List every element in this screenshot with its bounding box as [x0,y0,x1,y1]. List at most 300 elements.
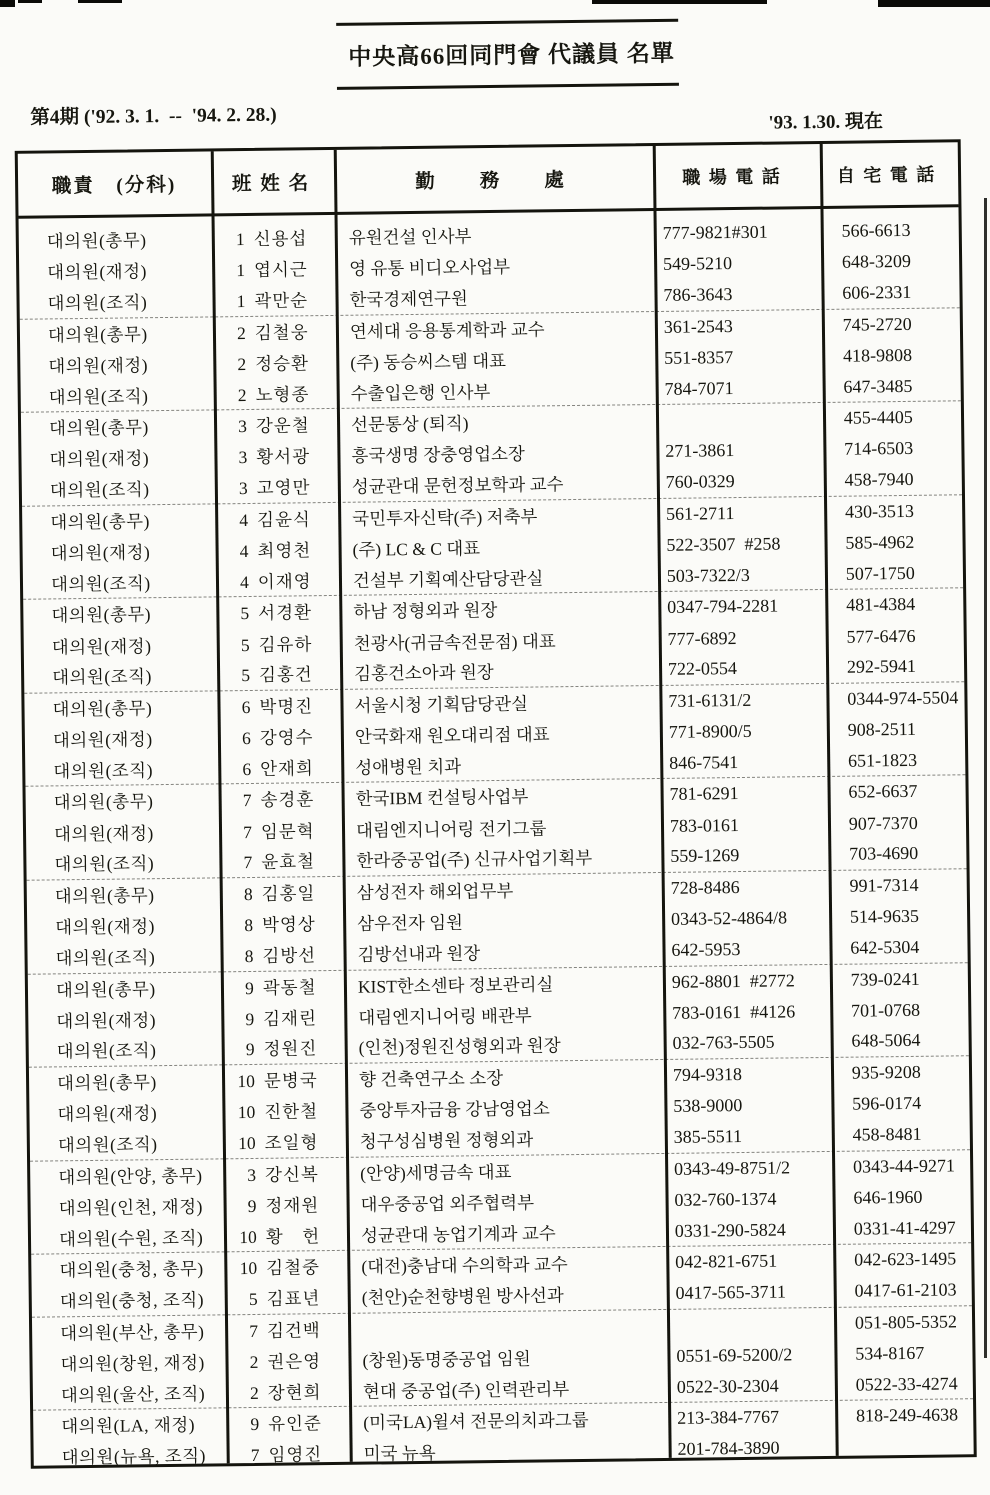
role-cell [25,725,217,752]
work-phone-cell: 783-0161 [669,814,740,836]
workplace-cell: 김방선내과 원장 [357,943,481,965]
class-number: 2 [236,322,246,343]
class-number: 9 [250,1414,260,1435]
term-label: 第4期 ('92. 3. 1. -- '94. 2. 28.) [30,104,277,129]
role-cell [28,1006,220,1033]
name-cell [211,225,333,251]
name-cell [215,599,337,625]
role-cell [25,756,217,783]
name-cell [221,1067,343,1093]
work-phone-cell: 271-3861 [665,440,735,462]
workplace-cell [346,1325,663,1329]
name-cell [217,755,339,781]
role-text: 대의원(총무) [56,1072,157,1094]
class-number: 1 [236,260,246,281]
role-cell [29,1069,221,1096]
class-number: 7 [249,1320,259,1341]
header-workplace: 勤 務 處 [415,170,566,193]
work-phone-cell: 538-9000 [673,1095,743,1117]
name-cell [215,568,337,594]
role-cell [26,819,218,846]
workplace-cell: 향 건축연구소 소장 [358,1068,504,1090]
class-number: 8 [244,915,254,936]
home-phone-cell: 042-623-1495 [854,1248,957,1270]
home-phone-cell: 430-3513 [844,500,915,522]
work-phone-cell: 0417-565-3711 [675,1281,787,1303]
name-cell [211,287,333,313]
class-number: 4 [239,571,249,592]
header-home-phone: 自 宅 電 話 [836,164,937,186]
member-name: 신용섭 [253,228,308,250]
workplace-cell: 안국화재 원오대리점 대표 [354,724,550,747]
home-phone-cell: 935-9208 [851,1061,921,1083]
workplace-cell: 한라중공업(주) 신규사업기획부 [356,848,593,872]
work-phone-cell: 0331-290-5824 [674,1219,786,1241]
role-cell [21,382,213,409]
class-number: 9 [245,1008,255,1029]
member-name: 서경환 [258,602,313,624]
role-text: 대의원(재정) [56,1009,157,1032]
work-phone-cell: 032-763-5505 [672,1032,775,1054]
home-phone-cell: 514-9635 [849,906,920,927]
role-cell [19,227,211,254]
home-phone-cell: 739-0241 [850,968,920,990]
role-text: 대의원(재정) [55,916,156,938]
work-phone-cell: 771-8900/5 [668,720,752,742]
class-number: 6 [241,728,251,749]
role-cell [23,569,215,596]
name-cell [218,818,340,844]
member-name: 김재린 [263,1007,318,1029]
role-cell [32,1286,224,1313]
role-text: 대의원(조직) [52,666,152,688]
class-number: 5 [240,634,250,655]
name-cell [221,1098,343,1124]
workplace-cell: 중앙투자금융 강남영업소 [359,1098,550,1122]
name-cell [219,880,341,906]
class-number: 8 [244,945,254,966]
work-phone-cell [652,419,818,421]
workplace-cell: (주) LC & C 대표 [352,538,481,560]
home-phone-cell: 292-5941 [846,656,917,677]
role-text: 대의원(재정) [53,822,154,845]
work-phone-cell: 846-7541 [669,751,739,773]
member-name: 김방선 [262,945,317,966]
name-cell [222,1161,344,1187]
member-name: 안재희 [260,757,314,779]
name-cell [213,443,335,469]
role-cell [28,975,220,1002]
member-name: 황 헌 [265,1225,321,1247]
name-cell [218,848,340,874]
role-cell [19,258,211,285]
name-cell [223,1222,345,1248]
workplace-cell: 수출입은행 인사부 [350,381,491,404]
work-phone-cell: 385-5511 [673,1126,743,1147]
role-text: 대의원(충청, 조직) [59,1289,205,1312]
name-cell [222,1129,344,1155]
workplace-cell: 천광사(귀금속전문점) 대표 [353,630,556,654]
work-phone-cell: 361-2543 [663,315,733,337]
role-text: 대의원(조직) [48,385,149,407]
home-phone-cell: 646-1960 [853,1186,923,1208]
workplace-cell: 건설부 기획예산담당관실 [352,568,544,591]
role-text: 대의원(수원, 조직) [58,1227,204,1249]
role-text: 대의원(조직) [47,292,148,314]
role-text: 대의원(LA, 재정) [61,1414,196,1437]
workplace-cell: 현대 중공업(주) 인력관리부 [362,1378,570,1402]
role-text: 대의원(총무) [53,791,154,813]
home-phone-cell: 652-6637 [848,781,918,803]
class-number: 5 [240,603,250,624]
role-cell [20,351,212,378]
name-cell [214,506,336,532]
name-cell [216,693,338,719]
work-phone-cell: 559-1269 [670,845,740,867]
work-phone-cell: 777-9821#301 [662,221,768,244]
role-cell [23,601,215,628]
work-phone-cell: 722-0554 [667,658,738,680]
work-phone-cell [663,1323,829,1325]
member-name: 고영만 [256,477,311,498]
role-cell [20,320,212,347]
member-name: 최영천 [257,540,312,561]
class-number: 10 [238,1132,256,1154]
work-phone-cell: 201-784-3890 [677,1437,780,1460]
role-cell [27,913,219,940]
work-phone-cell: 784-7071 [664,377,734,399]
class-number: 4 [239,509,249,530]
delegate-table [15,139,977,1468]
member-name: 강영수 [259,727,314,748]
class-number: 2 [237,384,247,405]
class-number: 3 [238,447,248,468]
role-cell [21,445,213,472]
role-text: 대의원(조직) [56,1040,157,1062]
name-cell [225,1378,347,1404]
name-cell [220,1035,342,1061]
workplace-cell: (미국LA)윌셔 전문의치과그룹 [363,1410,589,1433]
class-number: 10 [237,1102,256,1123]
class-number: 8 [243,884,253,905]
role-text: 대의원(뉴욕, 조직) [61,1445,207,1468]
home-phone-cell: 0344-974-5504 [847,687,959,709]
workplace-cell: (안양)세명금속 대표 [360,1161,512,1184]
role-text: 대의원(조직) [54,853,155,875]
member-name: 정승환 [255,353,310,374]
member-name: 유인준 [268,1413,322,1435]
workplace-cell: 흥국생명 장충영업소장 [351,444,526,467]
home-phone-cell: 481-4384 [846,594,916,616]
work-phone-cell: 728-8486 [670,877,740,898]
member-name: 윤효철 [261,851,316,873]
home-phone-cell: 534-8167 [855,1342,925,1364]
role-text: 대의원(재정) [57,1103,158,1125]
home-phone-cell: 0522-33-4274 [855,1372,958,1395]
home-phone-cell: 418-9808 [842,344,913,366]
member-name: 김홍건 [258,664,313,686]
home-phone-cell: 907-7370 [848,812,918,834]
work-phone-cell: 0347-794-2281 [667,595,779,618]
role-cell [32,1318,224,1345]
class-number: 3 [238,478,248,499]
workplace-cell: (창원)동명중공업 임원 [362,1348,531,1371]
role-cell [27,943,219,970]
home-phone-cell: 455-4405 [843,407,913,428]
class-number: 7 [250,1445,260,1466]
as-of-date-label: '93. 1.30. 現在 [768,111,884,134]
name-cell [212,319,334,345]
name-cell [220,1005,342,1031]
name-cell [222,1192,344,1218]
role-text: 대의원(울산, 조직) [60,1383,206,1405]
member-name: 박영상 [261,914,316,936]
home-phone-cell: 585-4962 [845,531,915,553]
home-phone-cell: 051-805-5352 [854,1311,958,1333]
role-text: 대의원(재정) [49,448,150,470]
member-name: 장현희 [267,1381,322,1403]
member-name: 문병국 [263,1070,318,1092]
class-number: 3 [247,1164,257,1185]
home-phone-cell: 651-1823 [847,749,918,771]
work-phone-cell: 642-5953 [671,938,741,960]
workplace-cell: (주) 동승씨스템 대표 [350,350,507,373]
scan-artifact [18,0,42,3]
member-name: 강신복 [264,1163,319,1185]
work-phone-cell: 794-9318 [672,1064,743,1086]
role-cell [27,881,219,908]
name-cell [224,1317,346,1343]
name-cell [216,661,338,687]
home-phone-cell: 642-5304 [850,936,920,958]
name-cell [212,380,334,406]
role-text: 대의원(총무) [50,510,151,533]
header-class-name: 班 姓 名 [231,173,311,196]
member-name: 곽동철 [262,976,317,998]
name-cell [225,1410,347,1436]
title-top-rule [336,19,678,26]
name-cell [212,350,334,376]
role-cell [30,1193,222,1220]
role-text: 대의원(조직) [53,759,154,782]
work-phone-cell: 0551-69-5200/2 [676,1344,793,1366]
class-number: 7 [243,821,253,842]
role-text: 대의원(재정) [52,729,153,751]
workplace-cell: 삼성전자 해외업무부 [356,880,514,903]
page-title: 中央高66回同門會 代議員 名單 [348,40,675,70]
work-phone-cell: 042-821-6751 [675,1250,778,1273]
role-text: 대의원(총무) [54,885,155,907]
role-text: 대의원(재정) [48,355,149,377]
member-name: 정재원 [265,1195,320,1216]
role-cell [19,288,211,315]
workplace-cell: 성균관대 농업기계과 교수 [360,1222,556,1246]
role-cell [32,1349,224,1376]
role-text: 대의원(재정) [47,261,148,283]
class-number: 5 [248,1288,258,1310]
work-phone-cell: 962-8801 #2772 [671,969,795,992]
work-phone-cell: 0343-52-4864/8 [670,907,788,930]
name-cell [223,1285,345,1311]
role-cell [21,414,213,441]
home-phone-cell: 714-6503 [844,438,914,460]
workplace-cell: KIST한소센타 정보관리실 [357,973,554,997]
member-name: 황서광 [256,446,311,468]
role-text: 대의원(충청, 총무) [59,1258,204,1281]
member-name: 진한철 [264,1101,319,1123]
home-phone-cell: 991-7314 [849,874,919,896]
workplace-cell: 유원건설 인사부 [348,226,472,248]
member-name: 김윤식 [256,509,311,530]
workplace-cell: 성애병원 치과 [355,756,462,778]
role-cell [29,1037,221,1064]
role-text: 대의원(총무) [47,323,148,346]
work-phone-cell: 786-3643 [663,284,733,305]
role-cell [26,788,218,815]
work-phone-cell: 561-2711 [665,502,735,524]
role-cell [31,1256,223,1283]
member-name: 박명진 [259,696,314,717]
role-text: 대의원(총무) [48,417,149,439]
role-cell [33,1412,225,1439]
role-cell [33,1380,225,1407]
workplace-cell: 대우중공업 외주협력부 [360,1192,535,1215]
workplace-cell: (인천)정원진성형외과 원장 [358,1035,561,1059]
member-name: 김철중 [266,1257,321,1279]
class-number: 9 [247,1195,257,1216]
workplace-cell: 대림엔지니어링 전기그룹 [355,818,547,841]
work-phone-cell: 781-6291 [669,783,739,805]
class-number: 3 [238,416,248,437]
workplace-cell: 삼우전자 임원 [357,912,464,934]
workplace-cell: 서울시청 기획담당관실 [354,693,529,716]
member-name: 김철웅 [254,321,309,343]
name-cell [223,1254,345,1280]
role-cell [24,663,216,690]
header-work-phone: 職 場 電 話 [682,166,782,188]
home-phone-cell: 0331-41-4297 [853,1217,956,1239]
title-bottom-rule [337,83,679,90]
member-name: 임문혁 [260,820,315,842]
name-cell [217,724,339,750]
role-cell [34,1443,226,1470]
member-name: 김건백 [266,1319,321,1341]
role-text: 대의원(창원, 재정) [60,1352,205,1375]
role-cell [30,1130,222,1157]
role-text: 대의원(총무) [55,978,156,1000]
home-phone-cell: 701-0768 [850,999,921,1021]
name-cell [217,786,339,812]
home-phone-cell: 507-1750 [845,562,915,584]
workplace-cell: 한국경제연구원 [349,288,469,310]
name-cell [213,412,335,438]
member-name: 엽시근 [253,259,308,281]
class-number: 2 [249,1351,259,1372]
role-text: 대의원(인천, 재정) [58,1196,203,1219]
workplace-cell: 선문통상 (퇴직) [350,413,469,435]
member-name: 김표년 [266,1288,321,1309]
class-number: 6 [242,758,252,779]
work-phone-cell: 549-5210 [662,253,733,275]
class-number: 6 [241,696,251,717]
name-cell [220,973,342,999]
role-text: 대의원(조직) [57,1134,158,1156]
member-name: 김홍일 [261,883,316,904]
member-name: 임영진 [268,1444,323,1466]
home-phone-cell: 566-6613 [841,219,911,241]
role-text: 대의원(조직) [49,479,150,501]
role-cell [31,1224,223,1251]
member-name: 곽만순 [254,290,309,311]
member-name: 이재영 [257,570,312,592]
role-text: 대의원(재정) [50,542,151,564]
role-cell [22,538,214,565]
work-phone-cell: 032-760-1374 [674,1188,777,1210]
home-phone-cell: 0343-44-9271 [852,1155,956,1177]
member-name: 권은영 [267,1351,322,1372]
home-phone-cell: 647-3485 [843,375,913,397]
workplace-cell: 국민투자신탁(주) 저축부 [352,506,538,529]
role-text: 대의원(총무) [46,230,147,252]
role-cell [30,1162,222,1189]
class-number: 1 [235,229,245,250]
work-phone-cell: 731-6131/2 [668,689,752,711]
home-phone-cell: 745-2720 [842,313,912,335]
role-text: 대의원(안양, 총무) [58,1165,203,1188]
name-cell [214,474,336,500]
home-phone-cell: 648-3209 [841,251,912,273]
work-phone-cell: 0522-30-2304 [676,1375,779,1397]
header-role: 職責 (分科) [51,174,177,198]
class-number: 2 [249,1382,259,1403]
home-phone-cell: 703-4690 [849,843,919,865]
member-name: 조일형 [264,1132,319,1153]
member-name: 정원진 [263,1038,318,1060]
class-number: 7 [243,852,253,873]
home-phone-cell: 458-8481 [852,1123,922,1145]
role-cell [22,476,214,503]
home-phone-cell: 577-6476 [846,625,916,647]
role-text: 대의원(조직) [50,572,151,595]
class-number: 10 [237,1071,256,1092]
work-phone-cell: 783-0161 #4126 [672,1001,796,1023]
class-number: 9 [245,1039,255,1060]
work-phone-cell: 777-6892 [667,627,737,649]
workplace-cell: (천안)순천향병원 방사선과 [361,1285,564,1308]
home-phone-cell: 0417-61-2103 [854,1279,957,1301]
work-phone-cell: 503-7322/3 [666,564,750,586]
home-phone-cell: 908-2511 [847,718,917,740]
work-phone-cell: 213-384-7767 [677,1406,780,1429]
workplace-cell: 미국 뉴욕 [363,1443,436,1465]
role-text: 대의원(조직) [55,947,156,969]
scan-artifact [78,0,122,3]
class-number: 10 [239,1258,258,1279]
class-number: 5 [241,665,251,686]
member-name: 노형종 [255,383,310,405]
name-cell [214,537,336,563]
workplace-cell: (대전)충남대 수의학과 교수 [361,1254,568,1277]
role-text: 대의원(총무) [51,604,152,626]
role-cell [26,850,218,877]
role-cell [24,632,216,659]
role-text: 대의원(재정) [51,635,152,657]
table-header-row [18,142,959,218]
member-name: 강운철 [255,415,310,437]
home-phone-cell: 596-0174 [852,1093,922,1115]
member-name: 송경훈 [260,789,315,811]
workplace-cell: 김홍건소아과 원장 [354,662,494,684]
